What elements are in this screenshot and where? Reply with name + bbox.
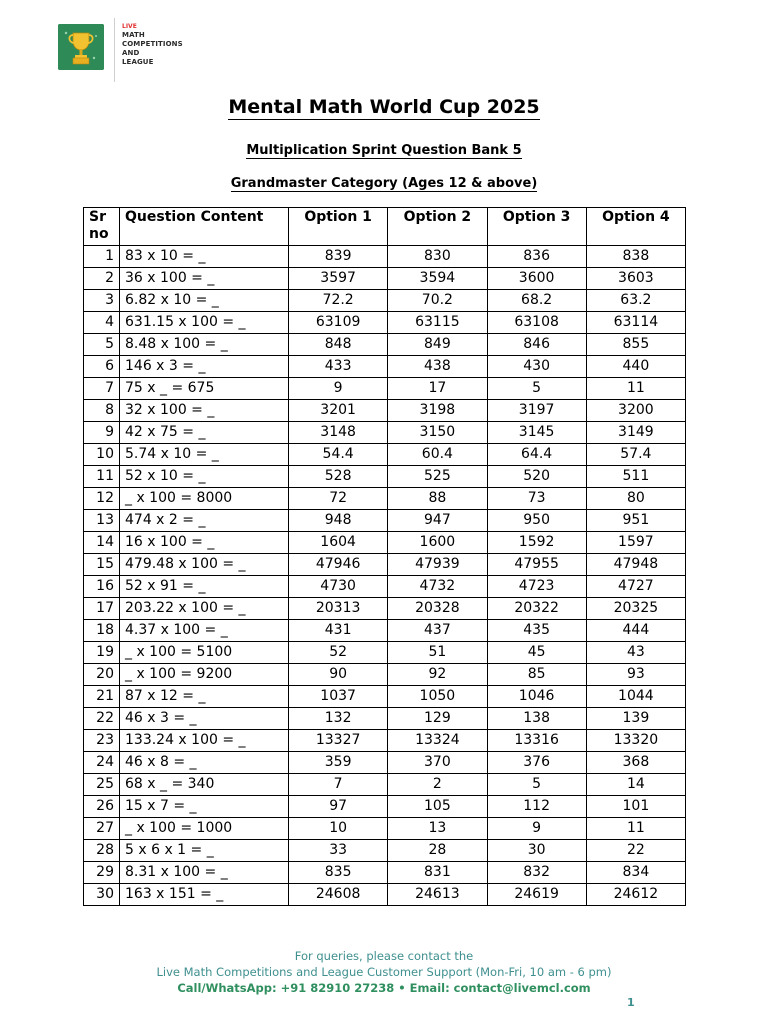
table-row <box>84 312 686 334</box>
cell-question: 68 x _ = 340 <box>120 774 289 796</box>
cell-sr-no: 11 <box>84 466 120 488</box>
cell-option-1: 3597 <box>289 268 388 290</box>
table-row <box>84 488 686 510</box>
cell-option-1: 1604 <box>289 532 388 554</box>
cell-option-4: 3149 <box>586 422 685 444</box>
cell-option-3: 1592 <box>487 532 586 554</box>
table-row <box>84 422 686 444</box>
cell-sr-no: 14 <box>84 532 120 554</box>
header-option-2: Option 2 <box>388 208 487 246</box>
table-row <box>84 246 686 268</box>
cell-question: 8.31 x 100 = _ <box>120 862 289 884</box>
footer <box>0 948 768 996</box>
cell-question: 133.24 x 100 = _ <box>120 730 289 752</box>
cell-option-4: 3603 <box>586 268 685 290</box>
cell-option-1: 72 <box>289 488 388 510</box>
cell-sr-no: 26 <box>84 796 120 818</box>
cell-question: 5 x 6 x 1 = _ <box>120 840 289 862</box>
cell-option-2: 105 <box>388 796 487 818</box>
cell-sr-no: 1 <box>84 246 120 268</box>
table-row <box>84 400 686 422</box>
cell-option-3: 3145 <box>487 422 586 444</box>
cell-sr-no: 19 <box>84 642 120 664</box>
cell-option-2: 830 <box>388 246 487 268</box>
cell-option-4: 951 <box>586 510 685 532</box>
cell-option-3: 20322 <box>487 598 586 620</box>
cell-question: 5.74 x 10 = _ <box>120 444 289 466</box>
cell-option-2: 3198 <box>388 400 487 422</box>
cell-option-1: 7 <box>289 774 388 796</box>
cell-option-1: 52 <box>289 642 388 664</box>
table-row <box>84 884 686 906</box>
cell-option-4: 440 <box>586 356 685 378</box>
cell-option-1: 47946 <box>289 554 388 576</box>
table-row <box>84 686 686 708</box>
cell-sr-no: 6 <box>84 356 120 378</box>
cell-question: 474 x 2 = _ <box>120 510 289 532</box>
cell-question: 52 x 91 = _ <box>120 576 289 598</box>
cell-sr-no: 29 <box>84 862 120 884</box>
cell-option-2: 60.4 <box>388 444 487 466</box>
cell-option-4: 24612 <box>586 884 685 906</box>
cell-option-2: 47939 <box>388 554 487 576</box>
category-title: Grandmaster Category (Ages 12 & above) <box>230 176 538 191</box>
cell-option-4: 368 <box>586 752 685 774</box>
cell-sr-no: 28 <box>84 840 120 862</box>
cell-option-1: 4730 <box>289 576 388 598</box>
cell-option-3: 430 <box>487 356 586 378</box>
cell-option-4: 57.4 <box>586 444 685 466</box>
table-row <box>84 752 686 774</box>
cell-option-2: 88 <box>388 488 487 510</box>
table-row <box>84 532 686 554</box>
header-sr-no: Sr no <box>84 208 120 246</box>
cell-option-4: 13320 <box>586 730 685 752</box>
cell-option-1: 63109 <box>289 312 388 334</box>
cell-option-4: 14 <box>586 774 685 796</box>
cell-option-2: 28 <box>388 840 487 862</box>
table-row <box>84 510 686 532</box>
cell-option-4: 444 <box>586 620 685 642</box>
cell-option-3: 112 <box>487 796 586 818</box>
footer-line-1: For queries, please contact the <box>294 949 474 963</box>
cell-option-2: 370 <box>388 752 487 774</box>
cell-question: _ x 100 = 1000 <box>120 818 289 840</box>
cell-question: 42 x 75 = _ <box>120 422 289 444</box>
cell-option-4: 1044 <box>586 686 685 708</box>
table-row <box>84 642 686 664</box>
cell-sr-no: 25 <box>84 774 120 796</box>
cell-question: 8.48 x 100 = _ <box>120 334 289 356</box>
cell-option-1: 848 <box>289 334 388 356</box>
cell-sr-no: 8 <box>84 400 120 422</box>
cell-option-1: 20313 <box>289 598 388 620</box>
cell-question: 46 x 8 = _ <box>120 752 289 774</box>
trophy-icon <box>58 24 104 70</box>
cell-option-4: 101 <box>586 796 685 818</box>
table-row <box>84 730 686 752</box>
cell-option-3: 832 <box>487 862 586 884</box>
cell-option-1: 13327 <box>289 730 388 752</box>
cell-option-4: 47948 <box>586 554 685 576</box>
cell-sr-no: 20 <box>84 664 120 686</box>
cell-question: _ x 100 = 9200 <box>120 664 289 686</box>
table-row <box>84 290 686 312</box>
cell-sr-no: 7 <box>84 378 120 400</box>
cell-option-3: 63108 <box>487 312 586 334</box>
cell-option-3: 30 <box>487 840 586 862</box>
cell-option-4: 80 <box>586 488 685 510</box>
cell-question: 203.22 x 100 = _ <box>120 598 289 620</box>
logo-line-2: COMPETITIONS <box>122 40 183 48</box>
cell-option-1: 3148 <box>289 422 388 444</box>
cell-sr-no: 24 <box>84 752 120 774</box>
cell-option-2: 438 <box>388 356 487 378</box>
cell-question: 6.82 x 10 = _ <box>120 290 289 312</box>
cell-option-4: 11 <box>586 818 685 840</box>
cell-option-3: 520 <box>487 466 586 488</box>
cell-option-3: 846 <box>487 334 586 356</box>
logo <box>58 24 183 82</box>
cell-option-3: 85 <box>487 664 586 686</box>
cell-sr-no: 12 <box>84 488 120 510</box>
cell-sr-no: 21 <box>84 686 120 708</box>
table-row <box>84 840 686 862</box>
cell-sr-no: 13 <box>84 510 120 532</box>
cell-option-4: 511 <box>586 466 685 488</box>
cell-option-3: 3197 <box>487 400 586 422</box>
cell-sr-no: 15 <box>84 554 120 576</box>
cell-option-2: 20328 <box>388 598 487 620</box>
table-row <box>84 444 686 466</box>
cell-option-1: 9 <box>289 378 388 400</box>
cell-question: 36 x 100 = _ <box>120 268 289 290</box>
cell-option-2: 525 <box>388 466 487 488</box>
table-row <box>84 818 686 840</box>
cell-sr-no: 4 <box>84 312 120 334</box>
cell-option-1: 948 <box>289 510 388 532</box>
cell-option-1: 839 <box>289 246 388 268</box>
cell-option-3: 45 <box>487 642 586 664</box>
cell-option-1: 359 <box>289 752 388 774</box>
cell-option-3: 5 <box>487 378 586 400</box>
cell-option-3: 24619 <box>487 884 586 906</box>
table-row <box>84 620 686 642</box>
cell-option-1: 431 <box>289 620 388 642</box>
cell-question: 15 x 7 = _ <box>120 796 289 818</box>
logo-wordmark <box>122 22 183 67</box>
table-row <box>84 708 686 730</box>
logo-line-3: AND <box>122 49 140 57</box>
cell-sr-no: 9 <box>84 422 120 444</box>
cell-question: 52 x 10 = _ <box>120 466 289 488</box>
cell-question: 479.48 x 100 = _ <box>120 554 289 576</box>
cell-sr-no: 3 <box>84 290 120 312</box>
cell-option-3: 836 <box>487 246 586 268</box>
cell-option-2: 947 <box>388 510 487 532</box>
cell-option-4: 43 <box>586 642 685 664</box>
cell-option-1: 54.4 <box>289 444 388 466</box>
cell-option-2: 51 <box>388 642 487 664</box>
table-row <box>84 862 686 884</box>
cell-option-4: 93 <box>586 664 685 686</box>
footer-line-2: Live Math Competitions and League Customer Support (Mon-Fri, 10 am - 6 pm) <box>156 965 612 979</box>
cell-option-4: 63114 <box>586 312 685 334</box>
question-table <box>83 207 686 906</box>
cell-option-3: 5 <box>487 774 586 796</box>
cell-option-1: 433 <box>289 356 388 378</box>
header-option-1: Option 1 <box>289 208 388 246</box>
cell-option-2: 3150 <box>388 422 487 444</box>
cell-question: 75 x _ = 675 <box>120 378 289 400</box>
header-question-content: Question Content <box>120 208 289 246</box>
logo-line-4: LEAGUE <box>122 58 154 66</box>
cell-sr-no: 5 <box>84 334 120 356</box>
table-row <box>84 774 686 796</box>
cell-option-1: 132 <box>289 708 388 730</box>
cell-option-1: 90 <box>289 664 388 686</box>
cell-option-3: 1046 <box>487 686 586 708</box>
cell-option-1: 835 <box>289 862 388 884</box>
cell-option-2: 849 <box>388 334 487 356</box>
cell-option-2: 13 <box>388 818 487 840</box>
cell-question: 83 x 10 = _ <box>120 246 289 268</box>
cell-option-3: 73 <box>487 488 586 510</box>
page-number: 1 <box>627 996 635 1009</box>
cell-option-3: 4723 <box>487 576 586 598</box>
table-row <box>84 268 686 290</box>
cell-option-4: 838 <box>586 246 685 268</box>
cell-sr-no: 30 <box>84 884 120 906</box>
logo-divider <box>114 18 115 82</box>
cell-option-1: 3201 <box>289 400 388 422</box>
cell-option-2: 3594 <box>388 268 487 290</box>
cell-option-3: 47955 <box>487 554 586 576</box>
cell-option-1: 72.2 <box>289 290 388 312</box>
cell-question: _ x 100 = 5100 <box>120 642 289 664</box>
table-row <box>84 664 686 686</box>
cell-sr-no: 23 <box>84 730 120 752</box>
cell-sr-no: 22 <box>84 708 120 730</box>
cell-option-1: 10 <box>289 818 388 840</box>
cell-question: 32 x 100 = _ <box>120 400 289 422</box>
cell-option-1: 1037 <box>289 686 388 708</box>
cell-option-3: 376 <box>487 752 586 774</box>
table-row <box>84 796 686 818</box>
cell-question: 46 x 3 = _ <box>120 708 289 730</box>
cell-option-4: 3200 <box>586 400 685 422</box>
cell-option-3: 435 <box>487 620 586 642</box>
cell-option-3: 64.4 <box>487 444 586 466</box>
question-bank-title: Multiplication Sprint Question Bank 5 <box>246 143 522 158</box>
cell-option-4: 4727 <box>586 576 685 598</box>
table-row <box>84 334 686 356</box>
cell-option-3: 3600 <box>487 268 586 290</box>
cell-option-2: 92 <box>388 664 487 686</box>
cell-question: 146 x 3 = _ <box>120 356 289 378</box>
footer-contact-line: Call/WhatsApp: +91 82910 27238 • Email: contact@livemcl.com <box>177 981 591 995</box>
cell-option-2: 129 <box>388 708 487 730</box>
cell-option-4: 834 <box>586 862 685 884</box>
cell-option-1: 33 <box>289 840 388 862</box>
cell-sr-no: 10 <box>84 444 120 466</box>
cell-sr-no: 18 <box>84 620 120 642</box>
cell-option-4: 855 <box>586 334 685 356</box>
page-title-container <box>0 96 768 118</box>
cell-sr-no: 2 <box>84 268 120 290</box>
cell-question: 163 x 151 = _ <box>120 884 289 906</box>
cell-option-2: 70.2 <box>388 290 487 312</box>
cell-option-2: 63115 <box>388 312 487 334</box>
cell-question: 4.37 x 100 = _ <box>120 620 289 642</box>
table-row <box>84 598 686 620</box>
cell-option-2: 17 <box>388 378 487 400</box>
table-row <box>84 554 686 576</box>
cell-question: 87 x 12 = _ <box>120 686 289 708</box>
cell-sr-no: 16 <box>84 576 120 598</box>
cell-option-2: 13324 <box>388 730 487 752</box>
cell-option-4: 139 <box>586 708 685 730</box>
cell-option-2: 1600 <box>388 532 487 554</box>
cell-option-2: 2 <box>388 774 487 796</box>
cell-sr-no: 17 <box>84 598 120 620</box>
cell-option-2: 24613 <box>388 884 487 906</box>
cell-option-3: 68.2 <box>487 290 586 312</box>
cell-option-2: 4732 <box>388 576 487 598</box>
page-title: Mental Math World Cup 2025 <box>228 96 540 118</box>
logo-line-1: MATH <box>122 31 145 39</box>
cell-option-2: 831 <box>388 862 487 884</box>
cell-option-1: 24608 <box>289 884 388 906</box>
table-body <box>84 246 686 906</box>
cell-option-4: 20325 <box>586 598 685 620</box>
cell-question: 16 x 100 = _ <box>120 532 289 554</box>
cell-option-4: 63.2 <box>586 290 685 312</box>
table-row <box>84 356 686 378</box>
logo-live: LIVE <box>122 23 137 30</box>
cell-option-4: 22 <box>586 840 685 862</box>
cell-option-4: 1597 <box>586 532 685 554</box>
cell-option-3: 9 <box>487 818 586 840</box>
header-option-4: Option 4 <box>586 208 685 246</box>
cell-option-1: 97 <box>289 796 388 818</box>
cell-sr-no: 27 <box>84 818 120 840</box>
cell-question: 631.15 x 100 = _ <box>120 312 289 334</box>
cell-option-2: 437 <box>388 620 487 642</box>
cell-option-4: 11 <box>586 378 685 400</box>
cell-question: _ x 100 = 8000 <box>120 488 289 510</box>
cell-option-1: 528 <box>289 466 388 488</box>
table-row <box>84 466 686 488</box>
cell-option-2: 1050 <box>388 686 487 708</box>
cell-option-3: 950 <box>487 510 586 532</box>
table-header-row <box>84 208 686 246</box>
header-option-3: Option 3 <box>487 208 586 246</box>
table-row <box>84 576 686 598</box>
cell-option-3: 13316 <box>487 730 586 752</box>
cell-option-3: 138 <box>487 708 586 730</box>
table-row <box>84 378 686 400</box>
category-container <box>0 176 768 191</box>
subtitle-container <box>0 143 768 158</box>
